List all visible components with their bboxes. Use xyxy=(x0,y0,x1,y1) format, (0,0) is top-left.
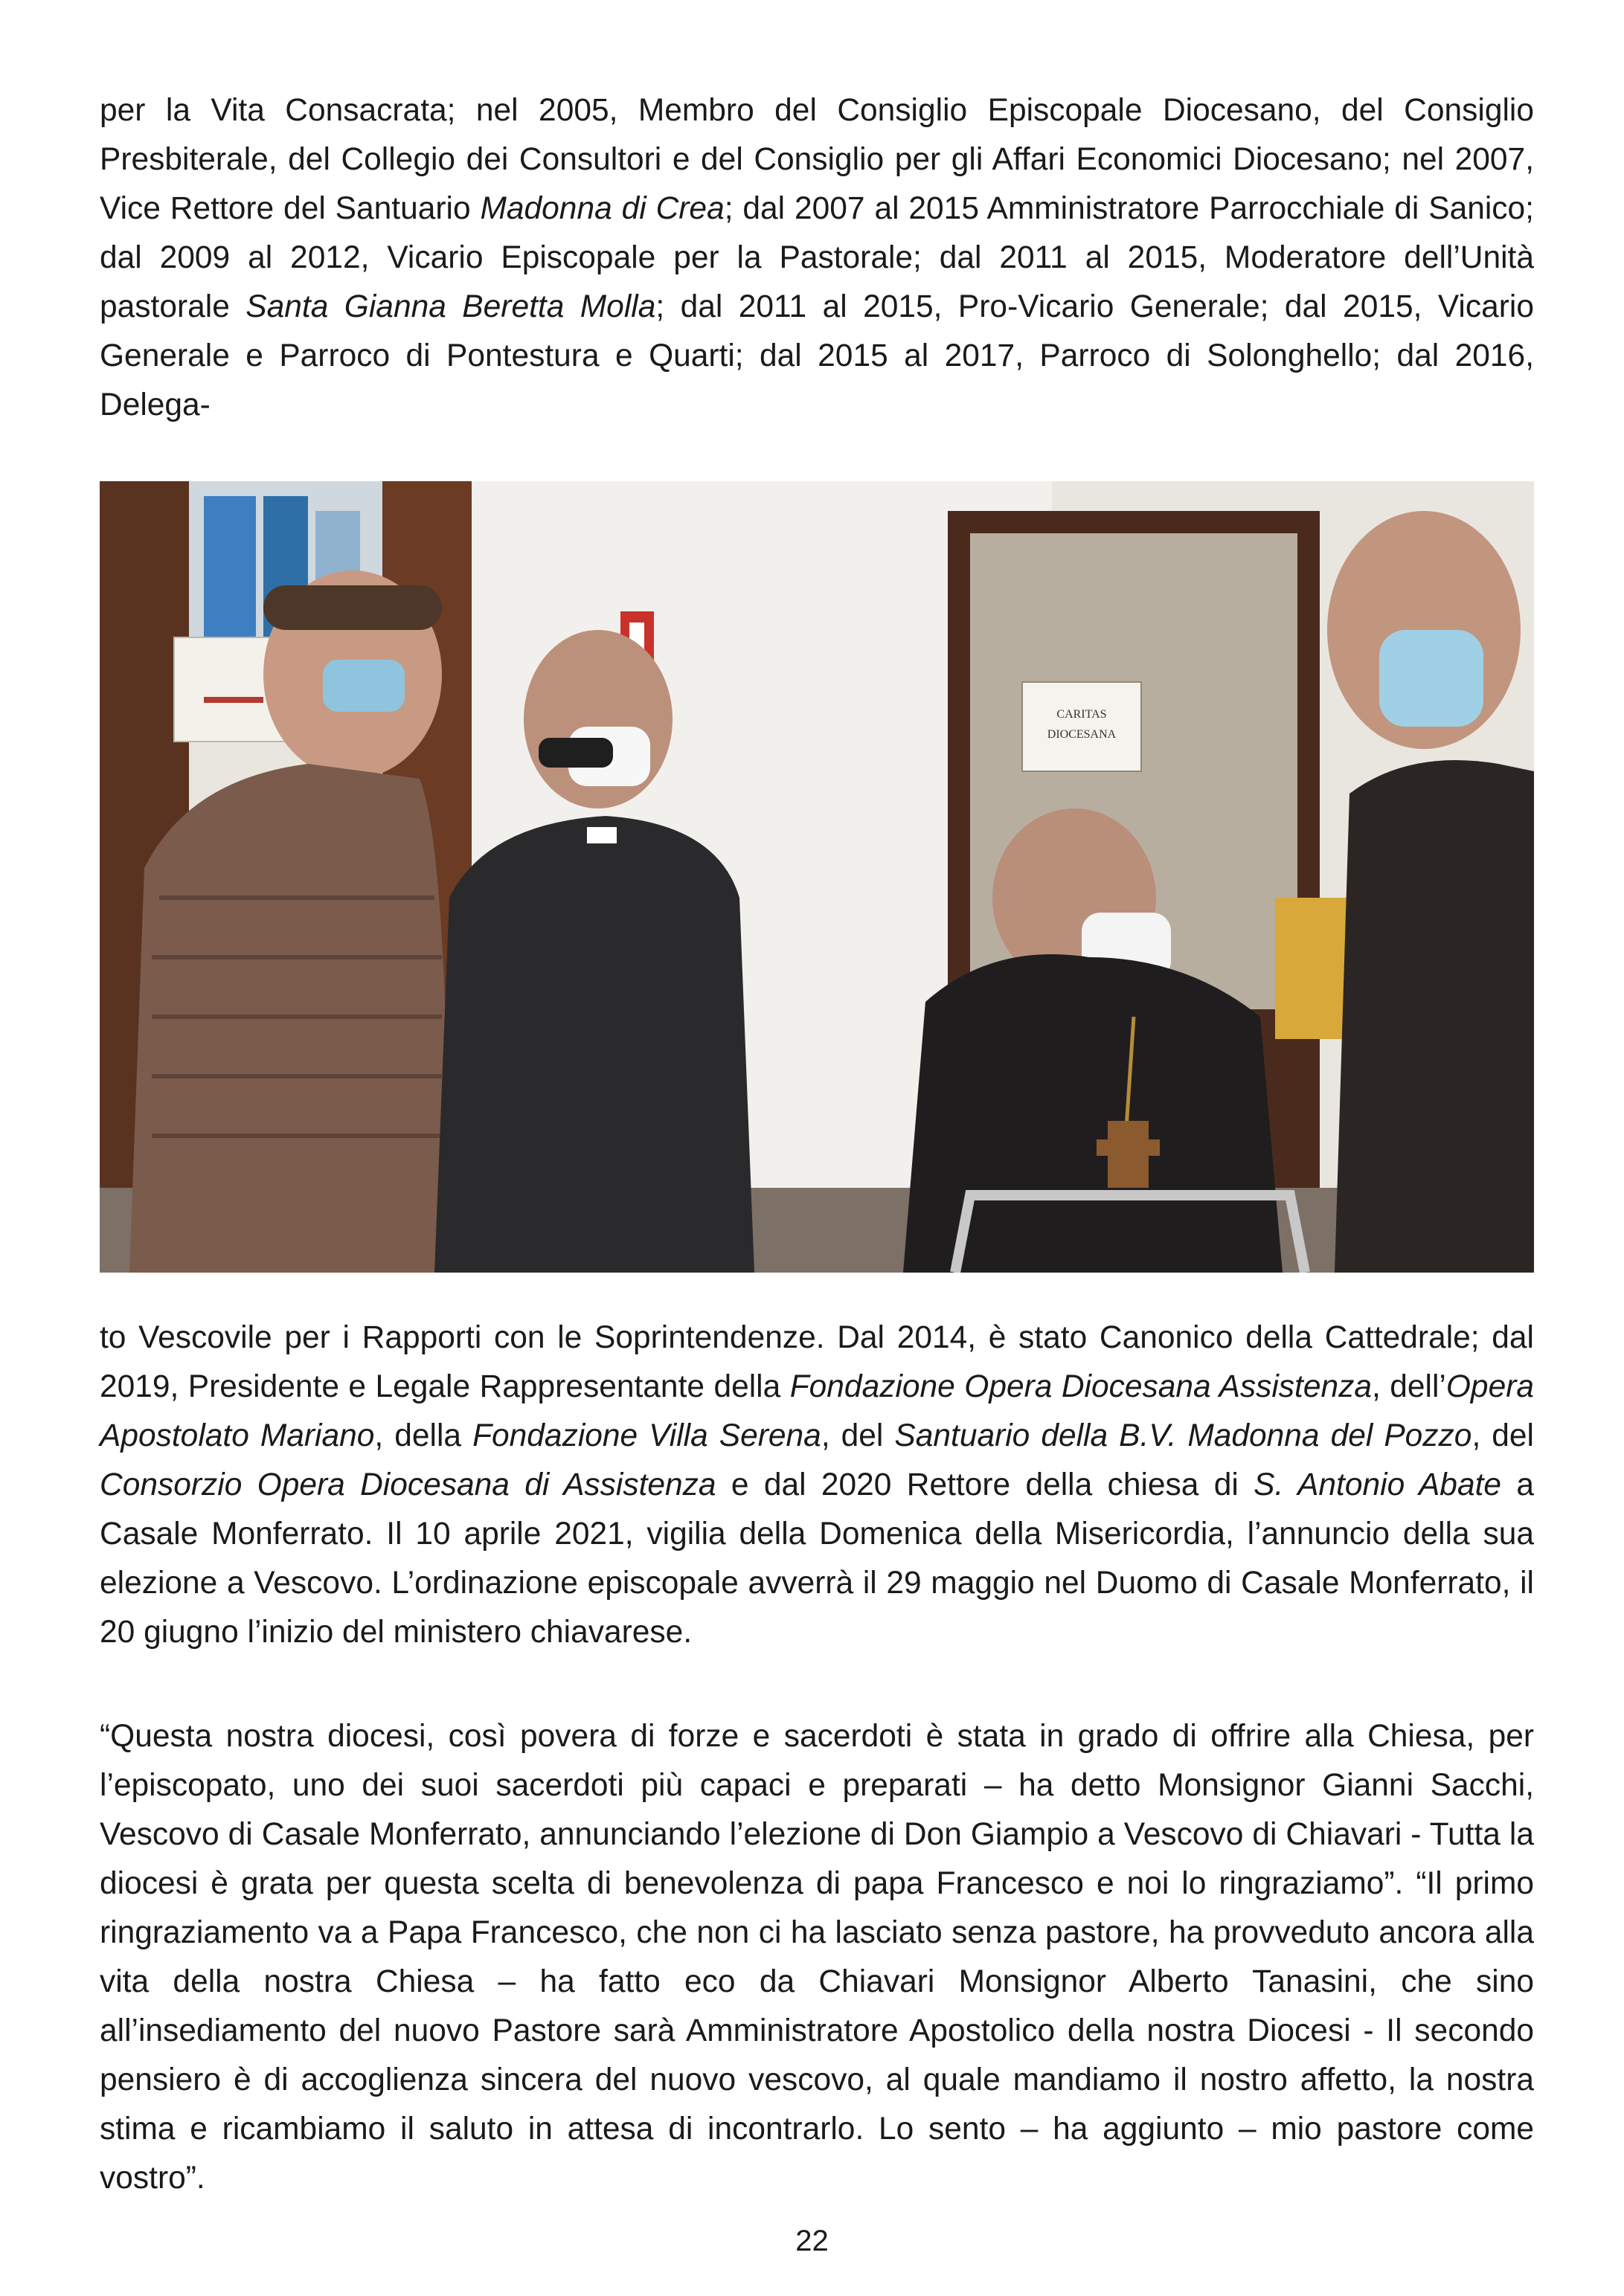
italic-title-span: Madonna di Crea xyxy=(480,191,725,226)
photo-clergy-meeting xyxy=(100,481,1534,1273)
text-span: , dell’ xyxy=(1372,1369,1446,1404)
paragraph-quote xyxy=(100,1712,1534,2203)
door-sign-line-1: CARITAS xyxy=(1056,708,1107,721)
italic-title-span: Santa Gianna Beretta Molla xyxy=(245,289,656,324)
text-span: e dal 2020 Rettore della chiesa di xyxy=(716,1467,1254,1502)
text-span: per la Vita Consacrata; nel 2005, Membro del Consiglio Episcopale Diocesano, del Consiglio Presbiterale, del Collegio dei Consultori e del Consiglio per gli Affari Economici Diocesano; nel 2007, Vice Rettore del Santuario xyxy=(100,93,1534,226)
text-span: , della xyxy=(374,1418,473,1453)
italic-title-span: Fondazione Opera Diocesana Assistenza xyxy=(789,1369,1373,1404)
italic-title-span: S. Antonio Abate xyxy=(1254,1467,1502,1502)
text-span: a Casale Monferrato. Il 10 aprile 2021, vigilia della Domenica della Misericordia, l’annuncio della sua elezione a Vescovo. L’ordinazione episcopale avverrà il 29 maggio nel Duomo di Casale Monferrato, il 20 giugno l’inizio del ministero chiavarese. xyxy=(100,1467,1534,1650)
text-span: to Vescovile per i Rapporti con le Soprintendenze. Dal 2014, è stato Canonico della Cattedrale; dal 2019, Presidente e Legale Rappresentante della xyxy=(100,1320,1534,1404)
text-span: , del xyxy=(821,1418,895,1453)
door-sign-line-2: DIOCESANA xyxy=(1047,728,1117,741)
paragraph-middle xyxy=(100,1313,1534,1657)
page-number: 22 xyxy=(795,2225,829,2257)
italic-title-span: Fondazione Villa Serena xyxy=(472,1418,821,1453)
text-span: , del xyxy=(1471,1418,1534,1453)
text-span: “Questa nostra diocesi, così povera di forze e sacerdoti è stata in grado di offrire alla Chiesa, per l’episcopato, uno dei suoi sacerdoti più capaci e preparati – ha detto Monsignor Gianni Sacchi, Vescovo di Casale Monferrato, annunciando l’elezione di Don Giampio a Vescovo di Chiavari - Tutta la diocesi è grata per questa scelta di benevolenza di papa Francesco e noi lo ringraziamo”. “Il primo ringraziamento va a Papa Francesco, che non ci ha lasciato senza pastore, ha provveduto ancora alla vita della nostra Chiesa – ha fatto eco da Chiavari Monsignor Alberto Tanasini, che sino all’insediamento del nuovo Pastore sarà Amministratore Apostolico della nostra Diocesi - Il secondo pensiero è di accoglienza sincera del nuovo vescovo, al quale mandiamo il nostro affetto, la nostra stima e ricambiamo il saluto in attesa di incontrarlo. Lo sento – ha aggiunto – mio pastore come vostro”. xyxy=(100,1719,1534,2196)
italic-title-span: Santuario della B.V. Madonna del Pozzo xyxy=(894,1418,1472,1453)
italic-title-span: Consorzio Opera Diocesana di Assistenza xyxy=(100,1467,716,1502)
italic-title-span: Opera Apostolato Mariano xyxy=(100,1369,1534,1453)
text-span: ; dal 2007 al 2015 Amministratore Parrocchiale di Sanico; dal 2009 al 2012, Vicario Episcopale per la Pastorale; dal 2011 al 2015, Moderatore dell’Unità pastorale xyxy=(100,191,1534,324)
paragraph-top xyxy=(100,86,1534,430)
text-span: ; dal 2011 al 2015, Pro-Vicario Generale; dal 2015, Vicario Generale e Parroco di Pontestura e Quarti; dal 2015 al 2017, Parroco di Solonghello; dal 2016, Delega- xyxy=(100,289,1534,422)
